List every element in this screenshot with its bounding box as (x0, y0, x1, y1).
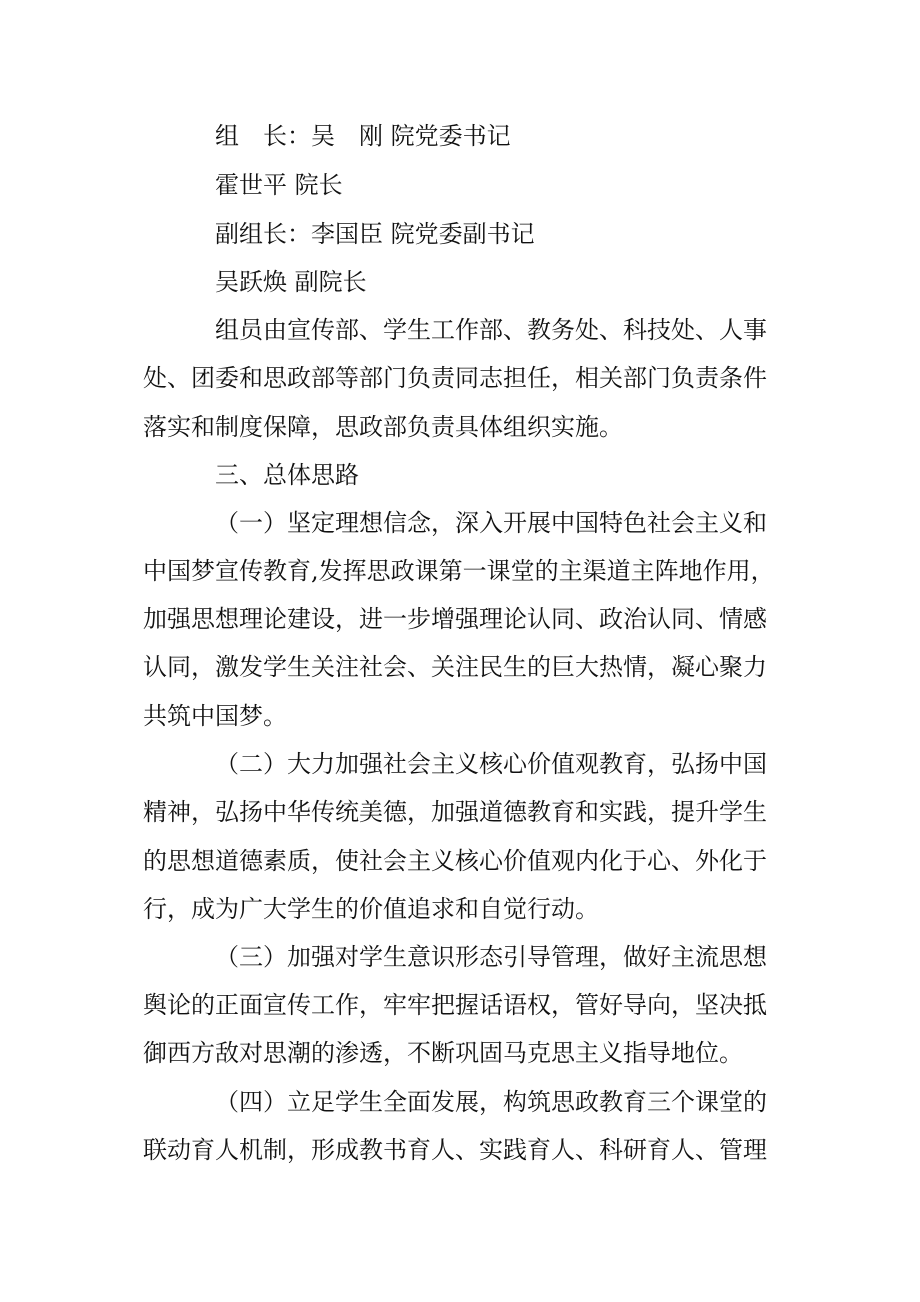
paragraph-line: 共筑中国梦。 (143, 702, 287, 730)
paragraph-line: 行，成为广大学生的价值追求和自觉行动。 (143, 895, 599, 923)
paragraph-line: 处、团委和思政部等部门负责同志担任，相关部门负责条件 (143, 364, 767, 392)
paragraph-line: 御西方敌对思潮的渗透，不断巩固马克思主义指导地位。 (143, 1039, 743, 1067)
paragraph-line: 落实和制度保障，思政部负责具体组织实施。 (143, 413, 623, 441)
paragraph-line: 认同，激发学生关注社会、关注民生的巨大热情，凝心聚力 (143, 653, 767, 681)
paragraph-line: 的思想道德素质，使社会主义核心价值观内化于心、外化于 (143, 847, 767, 875)
leader-line: 组 长：吴 刚 院党委书记 (215, 122, 511, 150)
deputy-leader-line: 副组长：李国臣 院党委副书记 (215, 220, 535, 248)
deputy-leader-2-line: 吴跃焕 副院长 (215, 268, 367, 296)
section-heading: 三、总体思路 (215, 461, 359, 489)
paragraph-line: （一）坚定理想信念，深入开展中国特色社会主义和 (215, 509, 767, 537)
paragraph-line: （二）大力加强社会主义核心价值观教育，弘扬中国 (215, 750, 767, 778)
paragraph-line: 组员由宣传部、学生工作部、教务处、科技处、人事 (215, 316, 767, 344)
paragraph-line: （三）加强对学生意识形态引导管理，做好主流思想 (215, 943, 767, 971)
paragraph-line: 中国梦宣传教育,发挥思政课第一课堂的主渠道主阵地作用， (143, 557, 775, 585)
paragraph-line: 联动育人机制，形成教书育人、实践育人、科研育人、管理 (143, 1136, 767, 1164)
paragraph-line: （四）立足学生全面发展，构筑思政教育三个课堂的 (215, 1088, 767, 1116)
paragraph-line: 精神，弘扬中华传统美德，加强道德教育和实践，提升学生 (143, 798, 767, 826)
leader-2-line: 霍世平 院长 (215, 171, 343, 199)
paragraph-line: 加强思想理论建设，进一步增强理论认同、政治认同、情感 (143, 605, 767, 633)
paragraph-line: 舆论的正面宣传工作，牢牢把握话语权，管好导向，坚决抵 (143, 991, 767, 1019)
